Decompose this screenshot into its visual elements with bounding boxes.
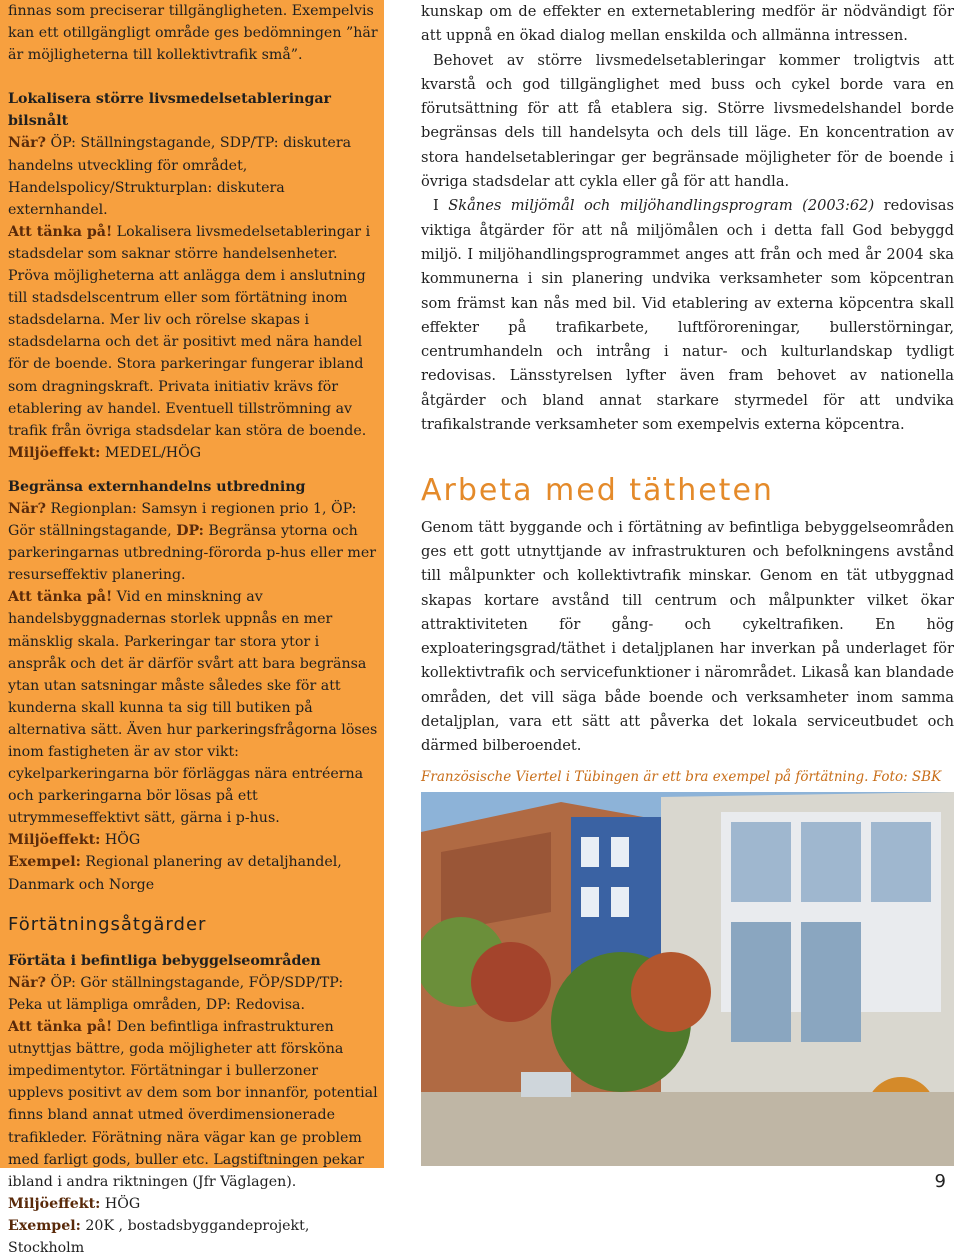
right-paragraph-4: Genom tätt byggande och i förtätning av befintliga bebyggelseområden ges ett gott utnyttjande av infrastrukturen och befolkningens avstånd till målpunkter och kollektivtrafik minskar. Genom en tät utbyggnad skapas kortare avstånd till centrum och målpunkter vilket ökar attraktiviteten för gång- och cykeltrafiken. En hög exploateringsgrad/täthet i detaljplanen har inverkan på underlaget för kollektivtrafik och servicefunktioner i närområdet. Likaså kan blandade områden, det vill säga både boende och verksamheter inom samma detaljplan, vara ett sätt att påverka det lokala serviceutbudet och därmed bilberoendet.	[421, 518, 954, 755]
effect-text: MEDEL/HÖG	[100, 444, 202, 461]
externhandel-think	[8, 586, 378, 829]
fortata-think	[8, 1016, 378, 1193]
fortata-effect	[8, 1193, 378, 1215]
effect-label: Miljöeffekt:	[8, 832, 101, 849]
externhandel-effect	[8, 829, 378, 851]
think-label: Att tänka på!	[8, 1019, 113, 1036]
photo-tubingen	[421, 792, 954, 1166]
example-label: Exempel:	[8, 854, 81, 871]
externhandel-when	[8, 498, 378, 586]
when-label: När?	[8, 974, 46, 991]
think-text: Vid en minskning av handelsbyggnadernas storlek uppnås en mer mänsklig skala. Parkeringar tar stora ytor i anspråk och det är därför svårt att bara begränsa ytan utan satsningar måste således ske för att kunderna skall kunna ta sig till butiken på alternativa sätt. Även hur parkeringsfrågorna löses inom fastigheten är av stor vikt: cykelparkeringarna bör förläggas nära entréerna och parkeringarna bör lösas på ett utrymmeseffektivt sätt, gärna i p-hus.	[8, 589, 378, 827]
example-text: 20K , bostadsbyggandeprojekt, Stockholm	[8, 1217, 310, 1256]
right-column	[421, 0, 954, 759]
effect-text: HÖG	[100, 832, 141, 849]
fortata-when	[8, 972, 378, 1016]
p3-end: redovisas viktiga åtgärder för att nå miljömålen och i detta fall God bebyggd miljö. I miljöhandlingsprogrammet anges att från och med år 2004 ska kommunerna i sin planering undvika verksamheter som köpcentran som främst kan nås med bil. Vid etablering av externa köpcentra skall effekter på trafikarbete, luftföroreningar, bullerstörningar, centrumhandeln och intrång i natur- och kulturlandskap tydligt redovisas. Länsstyrelsen lyfter även fram behovet av nationella åtgärder och bland annat starkare styrmedel för att undvika trafikalstrande verksamheter som exempelvis externa köpcentra.	[421, 197, 954, 434]
photo-caption: Französische Viertel i Tübingen är ett bra exempel på förtätning. Foto: SBK	[421, 769, 942, 785]
section-heading-livsmedel: Lokalisera större livsmedelsetableringar bilsnålt	[8, 91, 332, 130]
when-label: När?	[8, 135, 46, 152]
article-heading: Arbeta med tätheten	[421, 473, 774, 509]
section-heading-fortata: Förtäta i befintliga bebyggelseområden	[8, 952, 321, 969]
livsmedel-when	[8, 132, 378, 220]
intro-paragraph: finnas som preciserar tillgängligheten. Exempelvis kan ett otillgängligt område ges bedömningen ”här är möjligheterna till kollektivtrafik små”.	[8, 3, 378, 64]
externhandel-example	[8, 851, 378, 895]
effect-text: HÖG	[100, 1195, 141, 1212]
livsmedel-think	[8, 221, 378, 442]
think-text: Den befintliga infrastrukturen utnyttjas bättre, goda möjligheter att försköna impedimentytor. Förtätningar i bullerzoner upplevs positivt av dem som bor innanför, potential finns bland annat utmed överdimensionerade trafikleder. Förätning nära vägar kan ge problem med farligt gods, buller etc. Lagstiftningen pekar ibland i andra riktningen (Jfr Väglagen).	[8, 1019, 378, 1190]
photo-illustration	[421, 792, 954, 1166]
example-text: Regional planering av detaljhandel, Danmark och Norge	[8, 854, 342, 893]
livsmedel-effect	[8, 442, 378, 464]
effect-label: Miljöeffekt:	[8, 444, 101, 461]
when-text: ÖP: Gör ställningstagande, FÖP/SDP/TP: Peka ut lämpliga områden, DP: Redovisa.	[8, 974, 344, 1013]
left-column	[8, 0, 378, 1259]
when-text: ÖP: Ställningstagande, SDP/TP: diskutera handelns utveckling för området, Handelspolicy/Strukturplan: diskutera externhandel.	[8, 135, 352, 218]
example-label: Exempel:	[8, 1217, 81, 1234]
section-heading-externhandel: Begränsa externhandelns utbredning	[8, 478, 306, 495]
page-number: 9	[934, 1171, 946, 1192]
think-label: Att tänka på!	[8, 223, 113, 240]
right-paragraph-1: kunskap om de effekter en externetablering medför är nödvändigt för att uppnå en ökad dialog mellan enskilda och allmänna intressen.	[421, 3, 954, 45]
think-text: Lokalisera livsmedelsetableringar i stadsdelar som saknar större handelsenheter. Pröva möjligheterna att anlägga dem i anslutning till stadsdelscentrum eller som förtätning inom stadsdelarna. Mer liv och rörelse skapas i stadsdelarna och det är positivt med nära handel för de boende. Stora parkeringar fungerar ibland som dragningskraft. Privata initiativ krävs för etablering av handel. Eventuell tillströmning av trafik från övriga stadsdelar kan störa de boende.	[8, 223, 371, 439]
p3-start: I	[433, 197, 449, 215]
section-title-fortatning: Förtätningsåtgärder	[8, 913, 207, 935]
when-label: När?	[8, 500, 46, 517]
dp-label: DP:	[176, 523, 204, 540]
program-title: Skånes miljömål och miljöhandlingsprogram (2003:62)	[448, 197, 875, 215]
fortata-example	[8, 1215, 378, 1259]
right-paragraph-3	[421, 194, 954, 437]
effect-label: Miljöeffekt:	[8, 1195, 101, 1212]
when-text: Regionplan: Samsyn i regionen prio 1, ÖP: Gör ställningstagande,	[8, 500, 357, 540]
when-text-2: Begränsa ytorna och parkeringarnas utbredning-förorda p-hus eller mer resurseffektiv planering.	[8, 523, 377, 584]
right-paragraph-2: Behovet av större livsmedelsetableringar kommer troligtvis att kvarstå och god tillgänglighet med buss och cykel borde vara en förutsättning för att få etablera sig. Större livsmedelshandel borde begränsas dels till handelsyta och dels till läge. En koncentration av stora handelsetableringar ger begränsade möjligheter för de boende i övriga stadsdelar att cykla eller gå för att handla.	[421, 51, 954, 191]
think-label: Att tänka på!	[8, 589, 113, 606]
